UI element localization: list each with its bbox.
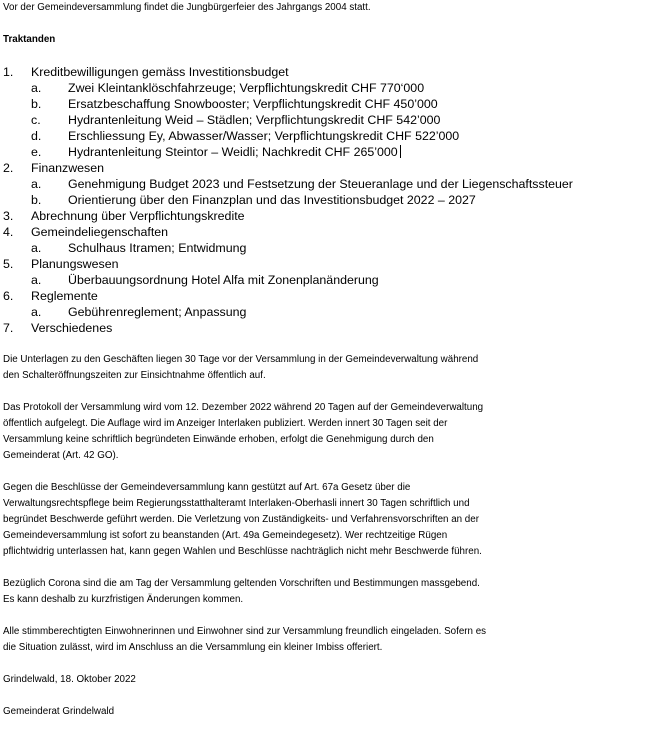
agenda-subitem-text: Hydrantenleitung Steintor – Weidli; Nachkredit CHF 265’000 — [68, 144, 401, 160]
agenda-subitem-text: Ersatzbeschaffung Snowbooster; Verpflichtungskredit CHF 450’000 — [68, 97, 438, 111]
agenda-subitem — [3, 128, 657, 144]
agenda-item — [3, 288, 657, 304]
agenda-subitem-text: Orientierung über den Finanzplan und das Investitionsbudget 2022 – 2027 — [68, 193, 476, 207]
agenda-subitem-text: Erschliessung Ey, Abwasser/Wasser; Verpflichtungskredit CHF 522’000 — [68, 129, 460, 143]
agenda-item — [3, 160, 657, 176]
agenda-item-number: 3. — [3, 209, 14, 223]
section-heading: Traktanden — [3, 34, 56, 45]
agenda-subitem-letter: a. — [31, 273, 42, 287]
paragraph-line: Gemeinderat (Art. 42 GO). — [3, 450, 119, 461]
paragraph-line: Gegen die Beschlüsse der Gemeindeversammlung kann gestützt auf Art. 67a Gesetz über die — [3, 482, 411, 493]
paragraph-line: Die Unterlagen zu den Geschäften liegen 30 Tage vor der Versammlung in der Gemeindeverwaltung während — [3, 354, 479, 365]
agenda-subitem-text: Zwei Kleintanklöschfahrzeuge; Verpflichtungskredit CHF 770‘000 — [68, 81, 425, 95]
agenda-item-number: 5. — [3, 257, 14, 271]
agenda-subitem-text: Überbauungsordnung Hotel Alfa mit Zonenplanänderung — [68, 273, 379, 287]
agenda-subitem-letter: a. — [31, 81, 42, 95]
paragraph-line: Versammlung keine schriftlich begründeten Einwände erhoben, erfolgt die Genehmigung durch den — [3, 434, 434, 445]
agenda-item-number: 7. — [3, 321, 14, 335]
agenda-subitem-letter: a. — [31, 177, 42, 191]
agenda-item — [3, 64, 657, 80]
agenda-subitem — [3, 272, 657, 288]
paragraph — [3, 480, 657, 560]
paragraph-line: öffentlich aufgelegt. Die Auflage wird im Anzeiger Interlaken publiziert. Werden innert 30 Tagen seit der — [3, 418, 448, 429]
paragraph — [3, 624, 657, 656]
agenda-item-text: Verschiedenes — [31, 321, 113, 335]
agenda-item-text: Planungswesen — [31, 257, 119, 271]
agenda-subitem — [3, 176, 657, 192]
agenda-subitem-letter: b. — [31, 97, 42, 111]
paragraph — [3, 576, 657, 608]
paragraph-line: Gemeindeversammlung ist sofort zu beanstanden (Art. 49a Gemeindegesetz). Wer rechtzeitige Rügen — [3, 530, 448, 541]
agenda-item-number: 6. — [3, 289, 14, 303]
paragraph-line: Das Protokoll der Versammlung wird vom 12. Dezember 2022 während 20 Tagen auf der Gemeindeverwaltung — [3, 402, 484, 413]
text-cursor — [400, 145, 401, 158]
intro-text: Vor der Gemeindeversammlung findet die Jungbürgerfeier des Jahrgangs 2004 statt. — [3, 2, 371, 13]
agenda-subitem-letter: d. — [31, 129, 42, 143]
agenda-item-text: Kreditbewilligungen gemäss Investitionsbudget — [31, 65, 289, 79]
paragraph-line: Bezüglich Corona sind die am Tag der Versammlung geltenden Vorschriften und Bestimmungen massgebend. — [3, 578, 480, 589]
paragraph-line: pflichtwidrig unterlassen hat, kann gegen Wahlen und Beschlüsse nachträglich nicht mehr Beschwerde führen. — [3, 546, 482, 557]
agenda-subitem-letter: c. — [31, 113, 41, 127]
agenda-item-text: Reglemente — [31, 289, 98, 303]
agenda-subitem-letter: a. — [31, 305, 42, 319]
paragraph — [3, 400, 657, 464]
agenda-item-number: 2. — [3, 161, 14, 175]
paragraph-line: Alle stimmberechtigten Einwohnerinnen und Einwohner sind zur Versammlung freundlich eingeladen. Sofern es — [3, 626, 487, 637]
agenda-subitem-letter: e. — [31, 145, 42, 159]
agenda-item — [3, 320, 657, 336]
agenda-item-number: 1. — [3, 65, 14, 79]
agenda-subitem-letter: a. — [31, 241, 42, 255]
agenda-subitem — [3, 112, 657, 128]
agenda-item-text: Abrechnung über Verpflichtungskredite — [31, 209, 245, 223]
agenda-subitem-text: Schulhaus Itramen; Entwidmung — [68, 241, 247, 255]
agenda-item — [3, 224, 657, 240]
agenda-item — [3, 208, 657, 224]
paragraph-line: Verwaltungsrechtspflege beim Regierungsstatthalteramt Interlaken-Oberhasli innert 30 Tagen schriftlich und — [3, 498, 470, 509]
agenda-subitem-text: Genehmigung Budget 2023 und Festsetzung der Steueranlage und der Liegenschaftssteuer — [68, 177, 573, 191]
agenda-list — [3, 64, 657, 336]
signature: Gemeinderat Grindelwald — [3, 706, 115, 717]
paragraph-line: begründet Beschwerde geführt werden. Die Verletzung von Zuständigkeits- und Verfahrensvorschriften an der — [3, 514, 479, 525]
paragraph-line: Es kann deshalb zu kurzfristigen Änderungen kommen. — [3, 594, 244, 605]
agenda-subitem — [3, 144, 657, 160]
agenda-subitem-text: Hydrantenleitung Weid – Städlen; Verpflichtungskredit CHF 542’000 — [68, 113, 441, 127]
agenda-subitem-letter: b. — [31, 193, 42, 207]
agenda-item-number: 4. — [3, 225, 14, 239]
agenda-subitem — [3, 96, 657, 112]
agenda-subitem — [3, 304, 657, 320]
agenda-item — [3, 256, 657, 272]
agenda-subitem — [3, 192, 657, 208]
paragraphs — [3, 336, 657, 656]
paragraph-line: die Situation zulässt, wird im Anschluss an die Versammlung ein kleiner Imbiss offeriert. — [3, 642, 383, 653]
agenda-subitem-text: Gebührenreglement; Anpassung — [68, 305, 247, 319]
agenda-subitem — [3, 80, 657, 96]
agenda-item-text: Gemeindeliegenschaften — [31, 225, 169, 239]
place-date: Grindelwald, 18. Oktober 2022 — [3, 674, 136, 685]
paragraph-line: den Schalteröffnungszeiten zur Einsichtnahme öffentlich auf. — [3, 370, 266, 381]
paragraph — [3, 352, 657, 384]
agenda-item-text: Finanzwesen — [31, 161, 105, 175]
agenda-subitem — [3, 240, 657, 256]
